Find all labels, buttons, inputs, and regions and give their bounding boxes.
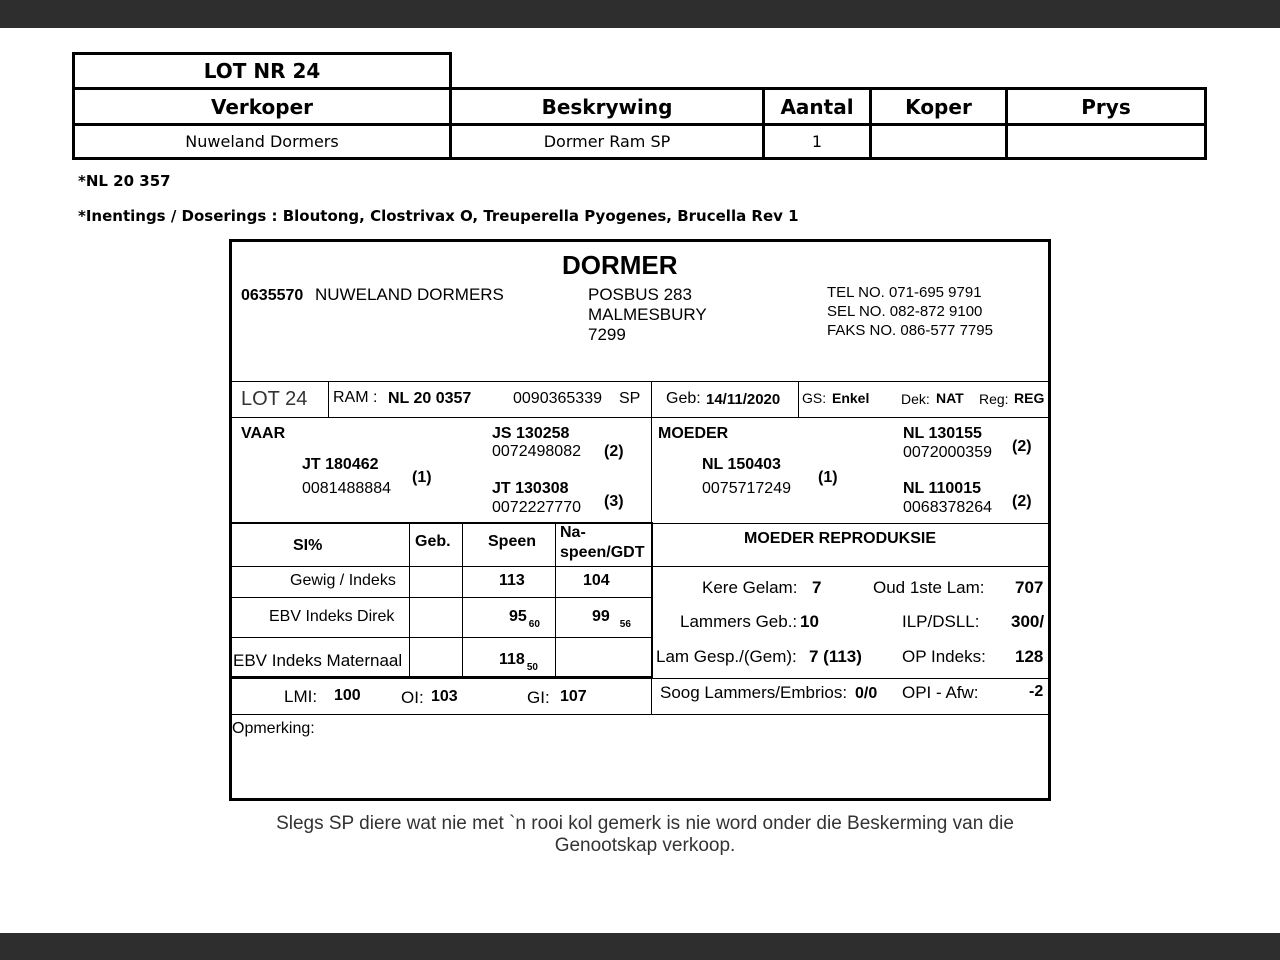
vaar-number: 0081488884 (302, 480, 391, 497)
naspeen-header-line2: speen/GDT (560, 544, 645, 561)
header-prys: Prys (1005, 87, 1207, 126)
divider (651, 381, 652, 523)
reg-label: Reg: (979, 391, 1009, 407)
kere-gelam-label: Kere Gelam: (702, 578, 798, 597)
gi-value: 107 (560, 688, 587, 705)
footer-line-2: Genootskap verkoop. (554, 835, 736, 856)
dek-label: Dek: (901, 391, 930, 407)
tel-no: TEL NO. 071-695 9791 (827, 284, 982, 301)
row-speen (509, 608, 540, 630)
gs-label: GS: (802, 390, 827, 406)
lot-label: LOT 24 (241, 388, 308, 410)
moeder-id: NL 150403 (702, 456, 781, 473)
opi-afw-label: OPI - Afw: (902, 683, 979, 702)
top-bar (0, 0, 1280, 28)
dek-value: NAT (936, 390, 964, 406)
op-indeks-value: 128 (1015, 647, 1044, 666)
divider (232, 566, 651, 567)
bottom-bar (0, 933, 1280, 960)
naspeen-header-line1: Na- (560, 524, 586, 541)
moeder-sire-id: NL 130155 (903, 425, 982, 442)
ram-label: RAM : (333, 389, 378, 406)
cell-koper (869, 123, 1008, 160)
divider (232, 597, 651, 598)
lmi-value: 100 (334, 687, 361, 704)
row-naspeen: 104 (583, 572, 610, 589)
vaar-dam-number: 0072227770 (492, 499, 581, 516)
divider (409, 524, 410, 676)
lammers-geb-label: Lammers Geb.: (680, 612, 798, 631)
kere-gelam-value: 7 (812, 578, 822, 597)
cell-beskrywing: Dormer Ram SP (449, 123, 765, 160)
lot-title: LOT NR 24 (72, 52, 452, 90)
vaar-sire-grade: (2) (604, 443, 624, 460)
row-label: EBV Indeks Maternaal (233, 651, 403, 670)
address-line-3: 7299 (588, 325, 626, 344)
lam-gesp-value: 7 (113) (809, 647, 862, 666)
row-speen: 113 (499, 572, 525, 589)
naspeen-subscript: 56 (619, 619, 631, 630)
reg-value: REG (1014, 390, 1045, 406)
soog-lammers-label: Soog Lammers/Embrios: (660, 683, 848, 702)
row-speen (499, 651, 538, 673)
address-line-2: MALMESBURY (588, 305, 707, 324)
ilp-dsll-value: 300/ (1011, 612, 1045, 631)
opmerking-label: Opmerking: (232, 720, 315, 737)
geb-label: Geb: (666, 390, 701, 407)
moeder-sire-grade: (2) (1012, 438, 1032, 455)
moeder-dam-id: NL 110015 (903, 480, 981, 497)
lam-gesp-label: Lam Gesp./(Gem): (656, 647, 797, 666)
gi-label: GI: (527, 688, 550, 707)
si-header: SI% (293, 537, 323, 554)
soog-lammers-value: 0/0 (855, 685, 878, 702)
divider (651, 523, 1048, 524)
row-label: EBV Indeks Direk (269, 608, 395, 625)
divider (232, 637, 651, 638)
oi-value: 103 (431, 688, 458, 705)
divider (232, 678, 1048, 679)
divider (232, 417, 1048, 418)
op-indeks-label: OP Indeks: (902, 647, 986, 666)
oud-lam-value: 707 (1015, 578, 1044, 597)
cell-prys (1005, 123, 1207, 160)
ram-class: SP (619, 390, 641, 407)
ram-number: 0090365339 (513, 390, 602, 407)
opi-afw-value: -2 (1029, 683, 1044, 700)
speen-subscript: 60 (528, 619, 540, 630)
header-aantal: Aantal (762, 87, 872, 126)
vaar-grade: (1) (412, 469, 432, 486)
cell-verkoper: Nuweland Dormers (72, 123, 452, 160)
si-table (230, 522, 653, 678)
divider (651, 566, 1048, 567)
lammers-geb-value: 10 (800, 612, 819, 631)
vaccination-note: *Inentings / Doserings : Bloutong, Clostrivax O, Treuperella Pyogenes, Brucella Rev 1 (78, 207, 799, 225)
footer-line-1: Slegs SP diere wat nie met `n rooi kol gemerk is nie word onder die Beskerming van die (276, 813, 1014, 834)
lmi-label: LMI: (284, 687, 318, 706)
header-beskrywing: Beskrywing (449, 87, 765, 126)
divider (232, 714, 1048, 715)
oud-lam-label: Oud 1ste Lam: (873, 578, 985, 597)
moeder-sire-number: 0072000359 (903, 444, 992, 461)
breeder-number: 0635570 (241, 287, 304, 304)
speen-header: Speen (488, 533, 537, 550)
dormer-card (229, 239, 1051, 801)
card-title: DORMER (562, 250, 678, 280)
divider (555, 524, 556, 676)
ram-id: NL 20 0357 (388, 390, 472, 407)
speen-subscript: 50 (526, 662, 538, 673)
vaar-sire-id: JS 130258 (492, 425, 570, 442)
breeder-name: NUWELAND DORMERS (315, 285, 504, 304)
header-koper: Koper (869, 87, 1008, 126)
row-label: Gewig / Indeks (290, 572, 396, 589)
header-verkoper: Verkoper (72, 87, 452, 126)
moeder-number: 0075717249 (702, 480, 791, 497)
divider (232, 381, 1048, 382)
vaar-dam-grade: (3) (604, 493, 624, 510)
moeder-dam-grade: (2) (1012, 493, 1032, 510)
faks-no: FAKS NO. 086-577 7795 (827, 322, 993, 339)
oi-label: OI: (401, 688, 424, 707)
geb-date: 14/11/2020 (706, 391, 781, 408)
moeder-grade: (1) (818, 469, 838, 486)
divider (798, 381, 799, 417)
naspeen-value: 99 (592, 608, 610, 625)
moeder-label: MOEDER (658, 425, 729, 442)
divider (651, 678, 652, 714)
vaar-id: JT 180462 (302, 456, 379, 473)
vaar-sire-number: 0072498082 (492, 443, 581, 460)
divider (328, 381, 329, 417)
speen-value: 95 (509, 608, 527, 625)
moeder-dam-number: 0068378264 (903, 499, 992, 516)
sel-no: SEL NO. 082-872 9100 (827, 303, 983, 320)
address-line-1: POSBUS 283 (588, 285, 692, 304)
ilp-dsll-label: ILP/DSLL: (902, 612, 980, 631)
vaar-dam-id: JT 130308 (492, 480, 569, 497)
row-naspeen (592, 608, 631, 630)
divider (462, 524, 463, 676)
geb-header: Geb. (415, 533, 451, 550)
gs-value: Enkel (832, 390, 870, 406)
reproduksie-title: MOEDER REPRODUKSIE (744, 530, 937, 547)
cell-aantal: 1 (762, 123, 872, 160)
speen-value: 118 (499, 651, 525, 668)
vaar-label: VAAR (241, 425, 286, 442)
id-note: *NL 20 357 (78, 172, 171, 190)
